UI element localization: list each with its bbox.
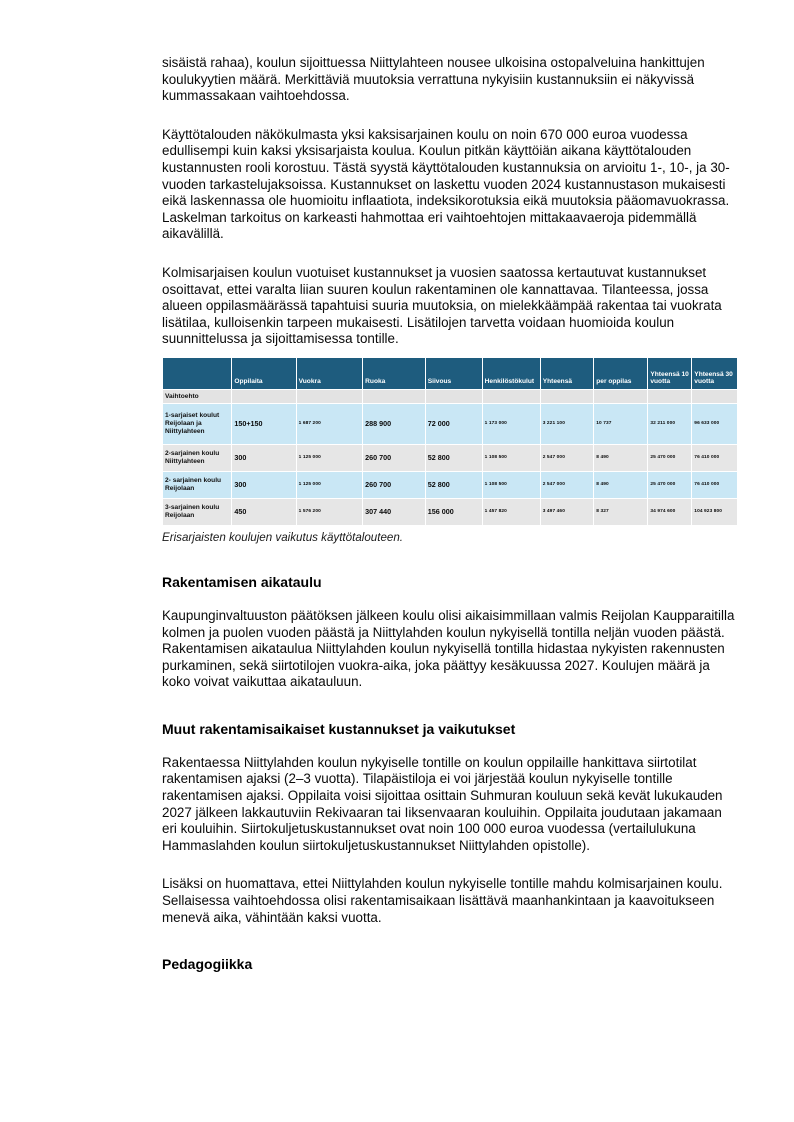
- cell-vuokra: 1 125 000: [297, 445, 363, 471]
- row-label: 2- sarjainen koulu Reijolaan: [163, 472, 231, 498]
- cell-yhteensa-30v: 76 410 000: [692, 445, 737, 471]
- cell-oppilaita: 150+150: [232, 404, 295, 444]
- cell-per-oppilas: 8 490: [594, 472, 647, 498]
- cell-yhteensa-10v: 25 470 000: [648, 472, 691, 498]
- cost-comparison-table: [162, 357, 738, 526]
- cell-yhteensa-10v: 25 470 000: [648, 445, 691, 471]
- cell-yhteensa: 2 547 000: [541, 445, 594, 471]
- cell-ruoka: 260 700: [363, 472, 425, 498]
- cell-oppilaita: 300: [232, 445, 295, 471]
- cell-vuokra: 1 687 200: [297, 404, 363, 444]
- column-header-henkilostokulut: Henkilöstökulut: [483, 358, 540, 389]
- row-label: 3-sarjainen koulu Reijolaan: [163, 499, 231, 525]
- cell-yhteensa-30v: 104 923 800: [692, 499, 737, 525]
- table-row: [163, 445, 737, 471]
- cell-per-oppilas: 8 490: [594, 445, 647, 471]
- cell-oppilaita: 450: [232, 499, 295, 525]
- cell-henkilostokulut: 1 108 500: [483, 445, 540, 471]
- table-row: [163, 472, 737, 498]
- cell-ruoka: 288 900: [363, 404, 425, 444]
- cell-siivous: 52 800: [426, 472, 482, 498]
- table-row: [163, 404, 737, 444]
- paragraph: sisäistä rahaa), koulun sijoittuessa Niittylahteen nousee ulkoisina ostopalveluina hankittujen koulukyytien määrä. Merkittäviä muutoksia verrattuna nykyisiin kustannuksiin ei näkyvissä kummassakaan vaihtoehdossa.: [162, 55, 705, 104]
- table-subheader-row: [163, 390, 737, 403]
- heading-pedagogiikka: Pedagogiikka: [162, 956, 253, 973]
- cell-henkilostokulut: 1 108 500: [483, 472, 540, 498]
- document-content: [162, 55, 737, 973]
- subheader-label: Vaihtoehto: [163, 390, 231, 403]
- row-label: 1-sarjaiset koulut Reijolaan ja Niittylahteen: [163, 404, 231, 444]
- table-header-row: [163, 358, 737, 389]
- cell-henkilostokulut: 1 173 000: [483, 404, 540, 444]
- cell-yhteensa: 3 221 100: [541, 404, 594, 444]
- cell-yhteensa-10v: 32 211 000: [648, 404, 691, 444]
- cell-yhteensa-30v: 76 410 000: [692, 472, 737, 498]
- cell-per-oppilas: 8 327: [594, 499, 647, 525]
- cell-yhteensa: 3 497 460: [541, 499, 594, 525]
- column-header-empty: [163, 358, 231, 389]
- table-row: [163, 499, 737, 525]
- cell-ruoka: 260 700: [363, 445, 425, 471]
- cell-henkilostokulut: 1 457 820: [483, 499, 540, 525]
- cell-yhteensa-10v: 34 974 600: [648, 499, 691, 525]
- cell-yhteensa: 2 547 000: [541, 472, 594, 498]
- cell-siivous: 156 000: [426, 499, 482, 525]
- column-header-oppilaita: Oppilaita: [232, 358, 295, 389]
- column-header-yhteensa-30v: Yhteensä 30 vuotta: [692, 358, 737, 389]
- paragraph: Rakentaessa Niittylahden koulun nykyiselle tontille on koulun oppilaille hankittava siirtotilat rakentamisen ajaksi (2–3 vuotta). Tilapäistiloja ei voi järjestää koulun nykyiselle tontille rakentamisen ajaksi. Oppilaita voisi sijoittaa osittain Suhmuran kouluun sekä kevät lukukauden 2027 jälkeen lakkautuviin Rekivaaran tai Iiksenvaaran kouluihin. Oppilaita joudutaan jakamaan eri kouluihin. Siirtokuljetuskustannukset ovat noin 100 000 euroa vuodessa (vertailulukuna Hammaslahden koulun siirtokuljetuskustannukset Niittylahden opistolle).: [162, 754, 723, 853]
- row-label: 2-sarjainen koulu Niittylahteen: [163, 445, 231, 471]
- column-header-vuokra: Vuokra: [297, 358, 363, 389]
- cell-oppilaita: 300: [232, 472, 295, 498]
- heading-muut-kustannukset: Muut rakentamisaikaiset kustannukset ja vaikutukset: [162, 720, 516, 737]
- column-header-yhteensa-10v: Yhteensä 10 vuotta: [648, 358, 691, 389]
- column-header-siivous: Siivous: [426, 358, 482, 389]
- paragraph: Käyttötalouden näkökulmasta yksi kaksisarjainen koulu on noin 670 000 euroa vuodessa edullisempi kuin kaksi yksisarjaista koulua. Koulun pitkän käyttöiän aikana käyttötalouden kustannusten rooli korostuu. Tästä syystä käyttötalouden kustannuksia on arvioitu 1-, 10-, ja 30-vuoden tarkastelujaksoissa. Kustannukset on laskettu vuoden 2024 kustannustason mukaisesti eikä laskennassa ole huomioitu inflaatiota, indeksikorotuksia eikä muutoksia pääomavuokrassa. Laskelman tarkoitus on karkeasti hahmottaa eri vaihtoehtojen mittakaavaeroja pidemmällä aikavälillä.: [162, 126, 730, 242]
- cell-per-oppilas: 10 737: [594, 404, 647, 444]
- cell-yhteensa-30v: 96 633 000: [692, 404, 737, 444]
- paragraph: Kolmisarjaisen koulun vuotuiset kustannukset ja vuosien saatossa kertautuvat kustannukset osoittavat, ettei varalta liian suuren koulun rakentaminen ole kannattavaa. Tilanteessa, jossa alueen oppilasmäärässä tapahtuisi suuria muutoksia, on mielekkäämpää rakentaa tai vuokrata lisätilaa, kulloisenkin tarpeen mukaisesti. Lisätilojen tarvetta voidaan huomioida koulun suunnittelussa ja sijoittamisessa tontille.: [162, 264, 722, 347]
- paragraph: Kaupunginvaltuuston päätöksen jälkeen koulu olisi aikaisimmillaan valmis Reijolan Kaupparaitilla kolmen ja puolen vuoden päästä ja Niittylahden koulun nykyisellä tontilla neljän vuoden päästä. Rakentamisen aikataulua Niittylahden koulun nykyisellä tontilla hidastaa nykyisten rakennusten purkaminen, sekä siirtotilojen vuokra-aika, joka päättyy kesäkuussa 2027. Koulujen määrä ja koko voivat vaikuttaa aikatauluun.: [162, 607, 735, 690]
- cell-siivous: 72 000: [426, 404, 482, 444]
- heading-rakentamisen-aikataulu: Rakentamisen aikataulu: [162, 573, 322, 590]
- cell-ruoka: 307 440: [363, 499, 425, 525]
- table-caption: Erisarjaisten koulujen vaikutus käyttötalouteen.: [162, 530, 404, 544]
- cell-vuokra: 1 125 000: [297, 472, 363, 498]
- cell-siivous: 52 800: [426, 445, 482, 471]
- column-header-ruoka: Ruoka: [363, 358, 425, 389]
- column-header-per-oppilas: per oppilas: [594, 358, 647, 389]
- cell-vuokra: 1 576 200: [297, 499, 363, 525]
- paragraph: Lisäksi on huomattava, ettei Niittylahden koulun nykyiselle tontille mahdu kolmisarjainen koulu. Sellaisessa vaihtoehdossa olisi rakentamisaikaan lisättävä maanhankintaan ja kaavoitukseen menevä aika, vähintään kaksi vuotta.: [162, 876, 723, 925]
- column-header-yhteensa: Yhteensä: [541, 358, 594, 389]
